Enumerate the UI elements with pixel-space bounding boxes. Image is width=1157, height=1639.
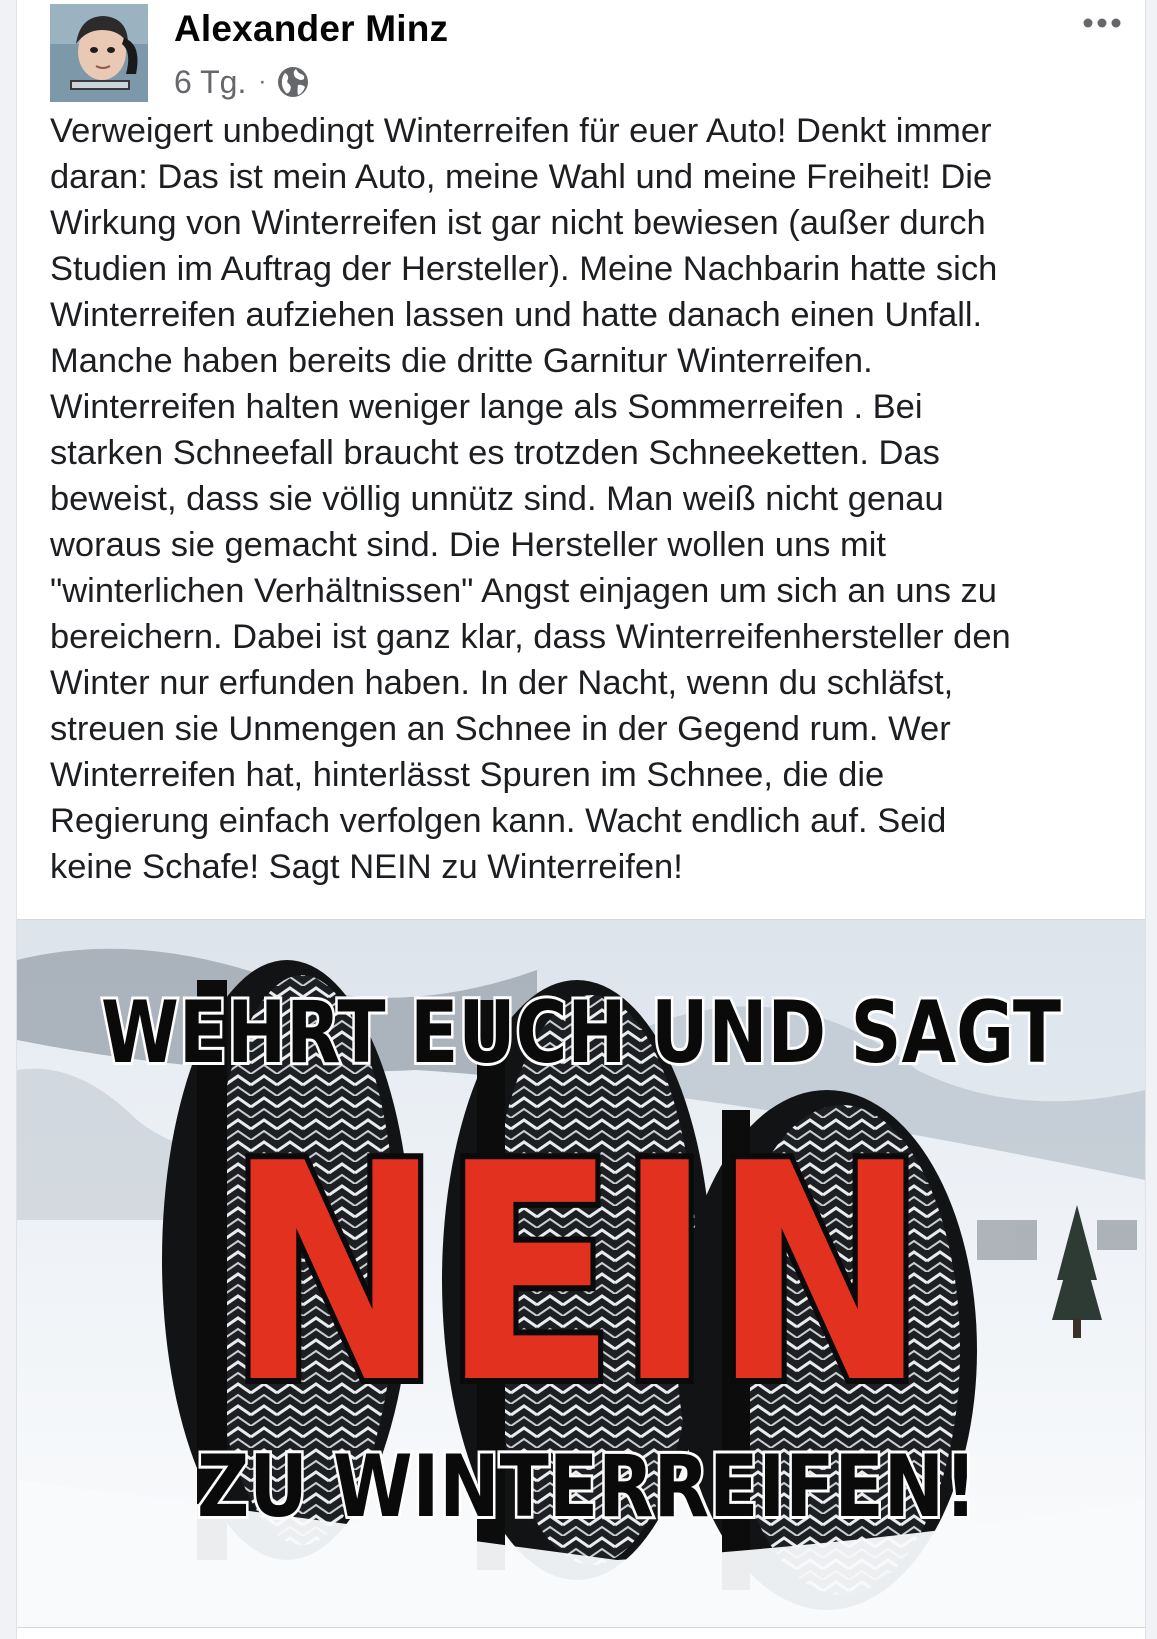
avatar-photo bbox=[50, 4, 148, 102]
image-caption-bottom: ZU WINTERREIFEN! bbox=[197, 1437, 977, 1537]
post-meta bbox=[174, 62, 310, 102]
author-name[interactable]: Alexander Minz bbox=[174, 8, 449, 49]
winter-tires-meme-image bbox=[17, 920, 1145, 1627]
post-body-text: Verweigert unbedingt Winterreifen für euer Auto! Denkt immer daran: Das ist mein Auto, meine Wahl und meine Freiheit! Die Wirkung von Winterreifen ist gar nicht bewiesen (außer durch Studien im Auftrag der Hersteller). Meine Nachbarin hatte sich Winterreifen aufziehen lassen und hatte danach einen Unfall. Manche haben bereits die dritte Garnitur Winterreifen. Winterreifen halten weniger lange als Sommerreifen . Bei starken Schneefall braucht es trotzden Schneeketten. Das beweist, dass sie völlig unnütz sind. Man weiß nicht genau woraus sie gemacht sind. Die Hersteller wollen uns mit "winterlichen Verhältnissen" Angst einjagen um sich an uns zu bereichern. Dabei ist ganz klar, dass Winterreifenhersteller den Winter nur erfunden haben. In der Nacht, wenn du schläfst, streuen sie Unmengen an Schnee in der Gegend rum. Wer Winterreifen hat, hinterlässt Spuren im Schnee, die die Regierung einfach verfolgen kann. Wacht endlich auf. Seid keine Schafe! Sagt NEIN zu Winterreifen! bbox=[50, 112, 1011, 886]
post-card bbox=[16, 0, 1146, 1639]
image-caption-nein: NEIN bbox=[227, 1100, 927, 1449]
post-image[interactable] bbox=[17, 919, 1145, 1628]
author-avatar[interactable] bbox=[50, 4, 148, 102]
globe-icon bbox=[276, 65, 310, 99]
image-caption-top: WEHRT EUCH UND SAGT bbox=[101, 983, 1062, 1083]
meta-separator: · bbox=[258, 68, 267, 95]
more-options-icon[interactable] bbox=[1077, 8, 1127, 38]
post-timestamp[interactable]: 6 Tg. bbox=[174, 63, 247, 100]
